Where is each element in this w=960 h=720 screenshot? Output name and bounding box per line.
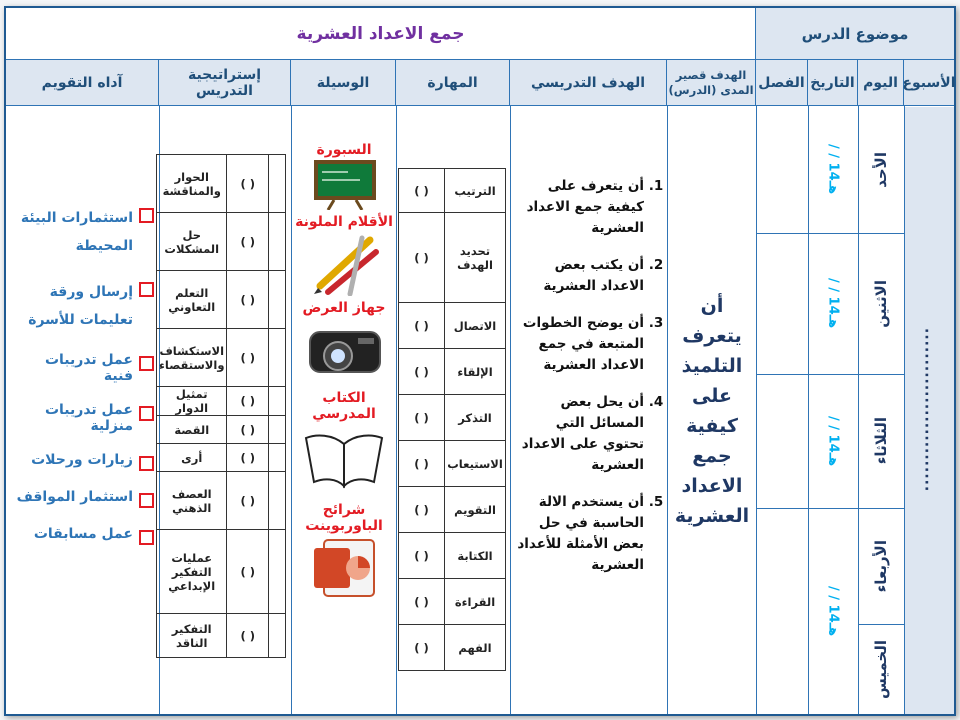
list-item: [14, 452, 154, 471]
day-sunday: الأحد: [872, 151, 890, 188]
tool-label: السبورة: [316, 142, 372, 158]
day-monday: الاثنين: [872, 279, 890, 328]
list-item: [14, 489, 154, 508]
table-row: [157, 416, 286, 444]
skill-check[interactable]: ( ): [399, 213, 445, 303]
table-row: [157, 472, 286, 530]
strategy-label: الاستكشاف والاستقصاء: [157, 329, 227, 387]
short-goal-header: الهدف قصير المدى (الدرس): [667, 60, 756, 106]
tool-label: الكتاب المدرسي: [312, 390, 376, 422]
assessment-checkbox[interactable]: [139, 282, 154, 297]
week-header: الأسبوع: [904, 60, 954, 106]
assessment-label: عمل تدريبات فنية: [44, 352, 133, 384]
book-icon: [292, 422, 396, 494]
strategy-check[interactable]: ( ): [227, 155, 269, 213]
assessment-label: استثمار المواقف: [16, 489, 133, 505]
skill-check[interactable]: ( ): [399, 349, 445, 395]
date-wednesday: / / 14هـ: [825, 585, 841, 637]
day-thursday: الخميس: [872, 639, 890, 699]
date-tuesday: / / 14هـ: [825, 415, 841, 467]
table-row: [399, 579, 506, 625]
strategy-label: التفكير الناقد: [157, 614, 227, 658]
strategy-check[interactable]: ( ): [227, 472, 269, 530]
table-row: [157, 444, 286, 472]
day-wednesday: الأربعاء: [872, 539, 890, 593]
skill-check[interactable]: ( ): [399, 395, 445, 441]
teaching-goal-item: 1. أن يتعرف على كيفية جمع الاعداد العشرية: [514, 176, 644, 239]
teaching-goal-item: 3. أن يوضح الخطوات المتبعة في جمع الاعداد العشرية: [514, 313, 644, 376]
assessment-checkbox[interactable]: [139, 406, 154, 421]
tool-label: شرائح الباوربوينت: [305, 502, 383, 534]
teaching-goal-header: الهدف التدريسي: [510, 60, 667, 106]
strategy-label: حل المشكلات: [157, 213, 227, 271]
strategy-check[interactable]: ( ): [227, 329, 269, 387]
skill-label: الكتابة: [445, 533, 506, 579]
strategy-check[interactable]: ( ): [227, 213, 269, 271]
skill-check[interactable]: ( ): [399, 487, 445, 533]
assessment-label: استثمارات البيئة المحيطة: [20, 210, 133, 254]
week-cell: [905, 107, 954, 714]
assessment-label: عمل تدريبات منزلية: [44, 402, 133, 434]
assessment-list: [14, 204, 154, 563]
assessment-checkbox[interactable]: [139, 456, 154, 471]
skill-label: الإلقاء: [445, 349, 506, 395]
list-item: [14, 352, 154, 384]
table-row: [399, 303, 506, 349]
skill-label: الاتصال: [445, 303, 506, 349]
strategy-check[interactable]: ( ): [227, 530, 269, 614]
tool-label: جهاز العرض: [302, 300, 386, 316]
skill-label: الفهم: [445, 625, 506, 671]
skill-label: التذكر: [445, 395, 506, 441]
table-row: [157, 155, 286, 213]
table-row: [157, 271, 286, 329]
table-row: [399, 349, 506, 395]
date-header: التاريخ: [808, 60, 858, 106]
skill-check[interactable]: ( ): [399, 533, 445, 579]
assessment-label: زيارات ورحلات: [31, 452, 133, 468]
strategy-header: إستراتيجية التدريس: [159, 60, 291, 106]
date-sunday: / / 14هـ: [825, 144, 841, 195]
table-row: [399, 395, 506, 441]
strategy-label: عمليات التفكير الإبداعي: [157, 530, 227, 614]
assessment-header: آداه التقويم: [6, 60, 159, 106]
skill-label: الاستيعاب: [445, 441, 506, 487]
skill-check[interactable]: ( ): [399, 441, 445, 487]
short-goal-text: أن يتعرف التلميذ على كيفية جمع الاعداد العشرية: [674, 294, 750, 527]
tool-header: الوسيلة: [291, 60, 396, 106]
skill-label: الترتيب: [445, 169, 506, 213]
lesson-title: جمع الاعداد العشرية: [6, 8, 756, 60]
teaching-goal-item: 4. أن يحل بعض المسائل التي تحتوي على الاعداد العشرية: [514, 392, 644, 476]
skill-label: التقويم: [445, 487, 506, 533]
powerpoint-icon: [292, 534, 396, 600]
tools-column: [292, 138, 396, 638]
list-item: [14, 526, 154, 545]
strategy-label: أرى: [157, 444, 227, 472]
table-row: [157, 387, 286, 416]
strategy-check[interactable]: ( ): [227, 444, 269, 472]
lesson-plan-sheet: [4, 6, 956, 716]
table-row: [399, 625, 506, 671]
short-goal-cell: [668, 107, 756, 714]
strategies-table: [156, 154, 286, 658]
teaching-goal-item: 5. أن يستخدم الالة الحاسبة في حل بعض الأمثلة للأعداد العشرية: [514, 492, 644, 576]
day-tuesday: الثلاثاء: [872, 417, 890, 465]
table-row: [157, 530, 286, 614]
chalkboard-icon: [292, 158, 396, 210]
table-row: [399, 487, 506, 533]
projector-icon: [292, 316, 396, 386]
date-monday: / / 14هـ: [825, 278, 841, 329]
strategy-label: الحوار والمناقشة: [157, 155, 227, 213]
assessment-checkbox[interactable]: [139, 530, 154, 545]
skill-label: تحديد الهدف: [445, 213, 506, 303]
strategy-label: التعلم التعاوني: [157, 271, 227, 329]
strategy-check[interactable]: ( ): [227, 416, 269, 444]
class-header: الفصل: [756, 60, 808, 106]
lesson-topic-label: موضوع الدرس: [756, 8, 954, 60]
strategy-label: العصف الذهني: [157, 472, 227, 530]
teaching-goals-list: [514, 176, 664, 616]
assessment-label: عمل مسابقات: [33, 526, 133, 542]
table-row: [157, 329, 286, 387]
table-row: [399, 213, 506, 303]
assessment-label: إرسال ورقة تعليمات للأسرة: [28, 284, 133, 328]
skill-header: المهارة: [396, 60, 510, 106]
table-row: [399, 169, 506, 213]
skill-label: القراءة: [445, 579, 506, 625]
strategy-label: تمثيل الدوار: [157, 387, 227, 416]
assessment-checkbox[interactable]: [139, 208, 154, 223]
skill-check[interactable]: ( ): [399, 303, 445, 349]
table-row: [157, 213, 286, 271]
tool-label: الأقلام الملونة: [295, 214, 393, 230]
schedule-rows: [756, 106, 904, 714]
strategy-check[interactable]: ( ): [227, 271, 269, 329]
skill-check[interactable]: ( ): [399, 579, 445, 625]
strategy-label: القصة: [157, 416, 227, 444]
week-value: ..........................: [921, 328, 938, 493]
table-row: [157, 614, 286, 658]
list-item: [14, 278, 154, 334]
strategy-check[interactable]: ( ): [227, 614, 269, 658]
skill-check[interactable]: ( ): [399, 169, 445, 213]
table-row: [399, 441, 506, 487]
assessment-checkbox[interactable]: [139, 356, 154, 371]
pencils-icon: [292, 230, 396, 296]
day-header: اليوم: [858, 60, 904, 106]
strategy-check[interactable]: ( ): [227, 387, 269, 416]
teaching-goal-item: 2. أن يكتب بعض الاعداد العشرية: [514, 255, 644, 297]
skills-table: [398, 168, 506, 671]
list-item: [14, 402, 154, 434]
assessment-checkbox[interactable]: [139, 493, 154, 508]
table-row: [399, 533, 506, 579]
list-item: [14, 204, 154, 260]
skill-check[interactable]: ( ): [399, 625, 445, 671]
